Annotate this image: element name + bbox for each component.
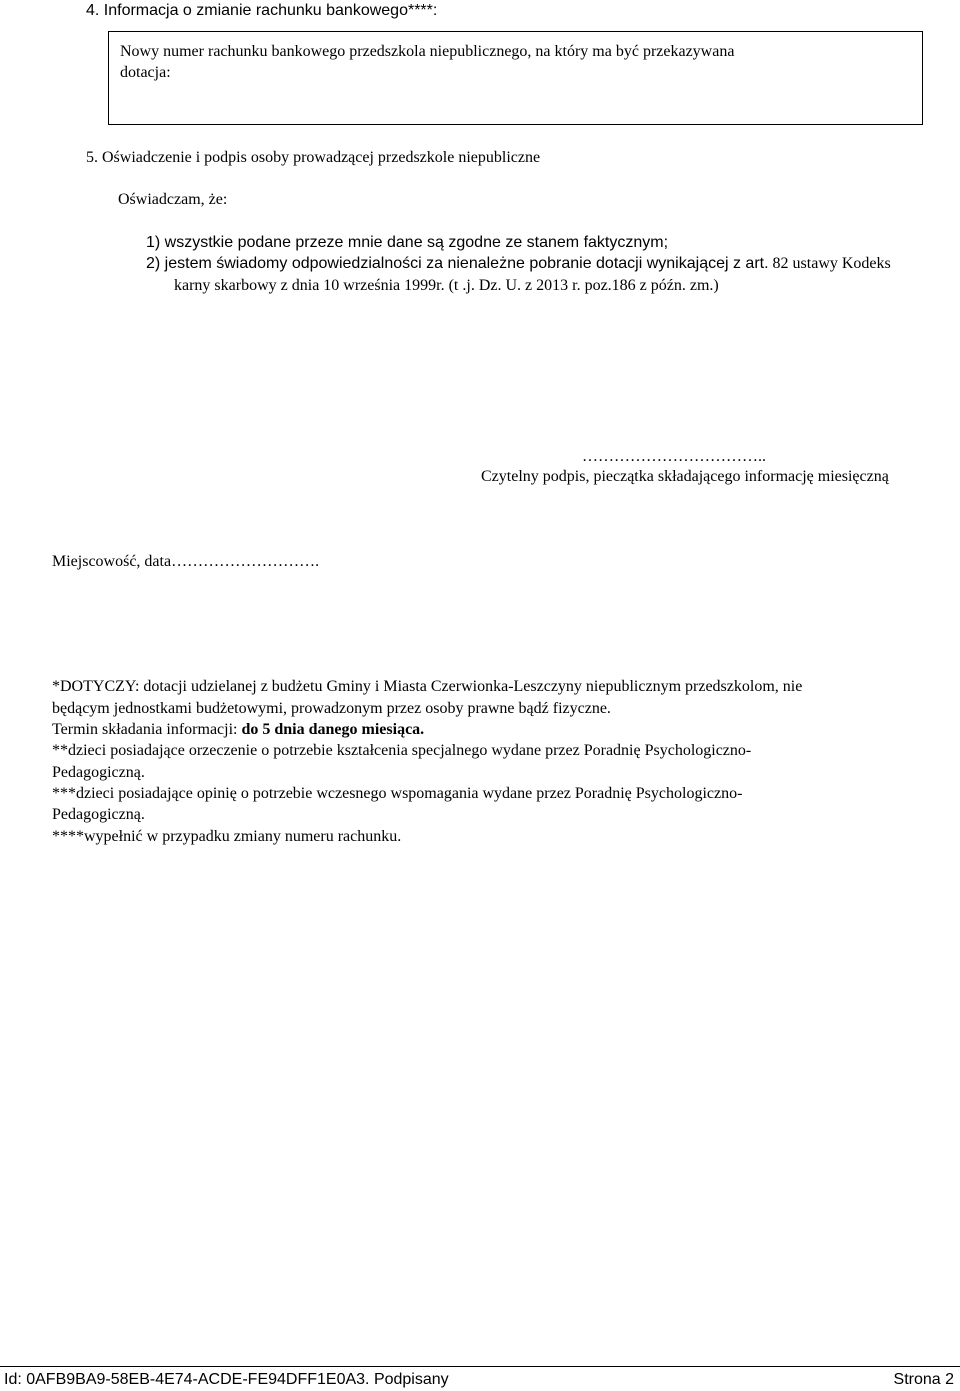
signature-dots: …………………………….. xyxy=(582,448,766,465)
declaration-intro: Oświadczam, że: xyxy=(118,191,228,208)
note-account-change: ****wypełnić w przypadku zmiany numeru rachunku. xyxy=(52,828,402,845)
footer-page-number: Strona 2 xyxy=(893,1371,954,1388)
declaration-item-2-line2: karny skarbowy z dnia 10 września 1999r. (t .j. Dz. U. z 2013 r. poz.186 z późn. zm.) xyxy=(174,277,719,294)
note-special-education-line1: **dzieci posiadające orzeczenie o potrzebie kształcenia specjalnego wydane przez Poradnię Psychologiczno- xyxy=(52,742,752,759)
section4-heading: 4. Informacja o zmianie rachunku bankowego****: xyxy=(86,2,438,19)
note-early-support-line1: ***dzieci posiadające opinię o potrzebie wczesnego wspomagania wydane przez Poradnię Psychologiczno- xyxy=(52,785,743,802)
note-early-support-line2: Pedagogiczną. xyxy=(52,806,145,823)
declaration-item-2-suffix: 82 ustawy Kodeks xyxy=(768,255,891,272)
bank-account-label-line1: Nowy numer rachunku bankowego przedszkola niepublicznego, na który ma być przekazywana xyxy=(120,43,735,60)
bank-account-box xyxy=(108,31,923,125)
footer-document-id: Id: 0AFB9BA9-58EB-4E74-ACDE-FE94DFF1E0A3. Podpisany xyxy=(4,1371,449,1388)
section5-heading: 5. Oświadczenie i podpis osoby prowadzącej przedszkole niepubliczne xyxy=(86,149,541,166)
signature-caption: Czytelny podpis, pieczątka składającego informację miesięczną xyxy=(481,468,889,485)
declaration-item-2-prefix: 2) jestem świadomy odpowiedzialności za nienależne pobranie dotacji wynikającej z art. xyxy=(146,255,769,272)
note-dotyczy-line1: *DOTYCZY: dotacji udzielanej z budżetu Gminy i Miasta Czerwionka-Leszczyny niepublicznym przedszkolom, nie xyxy=(52,678,803,695)
note-deadline-bold: do 5 dnia danego miesiąca. xyxy=(241,721,425,738)
footer-divider xyxy=(0,1366,960,1367)
place-date-field: Miejscowość, data………………………. xyxy=(52,553,320,570)
note-special-education-line2: Pedagogiczną. xyxy=(52,764,145,781)
declaration-item-2-line1 xyxy=(146,255,891,273)
note-deadline xyxy=(52,721,424,739)
declaration-item-1: 1) wszystkie podane przeze mnie dane są zgodne ze stanem faktycznym; xyxy=(146,234,669,251)
bank-account-label-line2: dotacja: xyxy=(120,64,171,81)
note-dotyczy-line2: będącym jednostkami budżetowymi, prowadzonym przez osoby prawne bądź fizyczne. xyxy=(52,700,611,717)
note-deadline-prefix: Termin składania informacji: xyxy=(52,721,242,738)
